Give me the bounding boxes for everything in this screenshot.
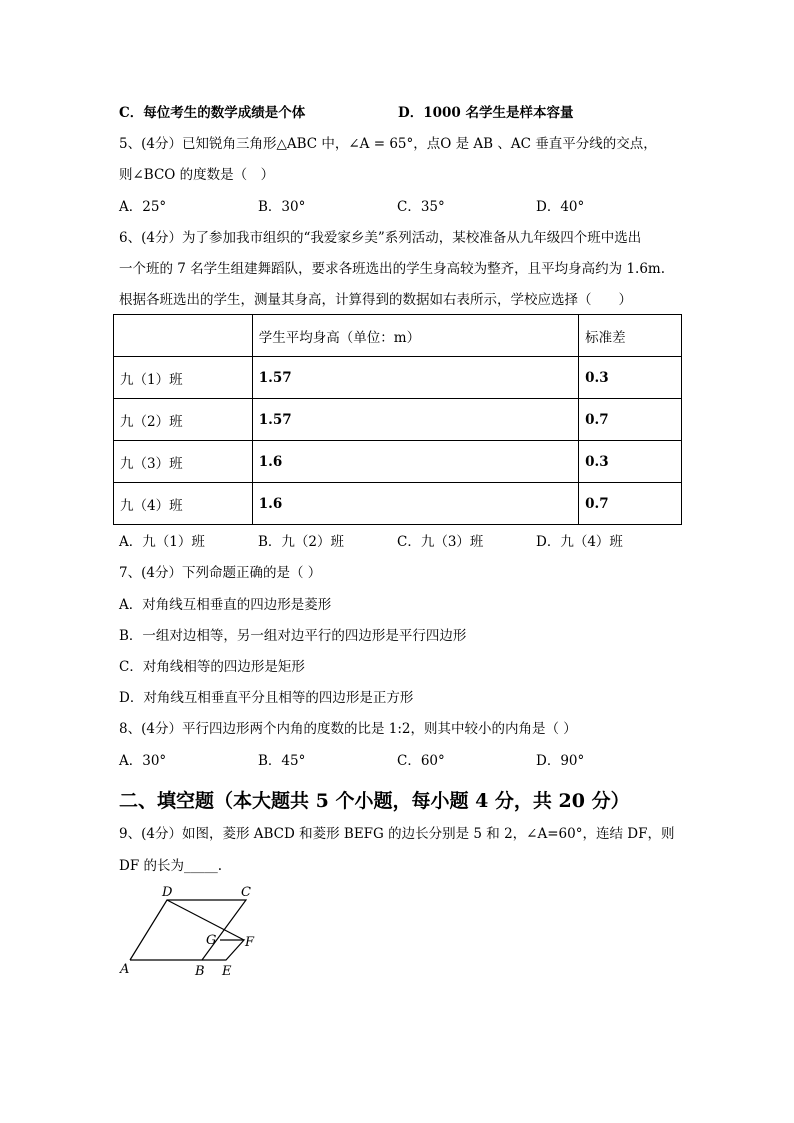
rhombus-figure	[110, 880, 270, 980]
table-header-cell: 学生平均身高（单位：m）	[252, 315, 578, 357]
table-header-row	[114, 315, 682, 357]
q9-stem-line2: DF 的长为_____.	[119, 858, 223, 874]
q8-option-b: B．45°	[258, 753, 306, 769]
height-table	[113, 314, 682, 525]
table-row	[114, 441, 682, 483]
table-header-cell: 标准差	[579, 315, 682, 357]
q5-option-b: B．30°	[258, 199, 306, 215]
q6-stem-line1: 6、(4分）为了参加我市组织的“我爱家乡美”系列活动，某校准备从九年级四个班中选出	[119, 230, 642, 246]
table-row	[114, 483, 682, 525]
rhombus-abcd	[130, 900, 246, 960]
table-cell: 0.7	[579, 483, 682, 525]
table-cell: 1.6	[252, 441, 578, 483]
table-cell: 九（3）班	[114, 441, 253, 483]
label-e: E	[222, 964, 232, 979]
table-cell: 九（4）班	[114, 483, 253, 525]
label-f: F	[245, 935, 255, 950]
q5-option-d: D．40°	[536, 199, 585, 215]
q6-option-a: A．九（1）班	[119, 534, 205, 550]
q4-option-d: D．1000 名学生是样本容量	[398, 105, 574, 121]
section-heading: 二、填空题（本大题共 5 个小题，每小题 4 分，共 20 分）	[119, 790, 630, 812]
table-cell: 0.3	[579, 441, 682, 483]
q9-stem-line1: 9、(4分）如图，菱形 ABCD 和菱形 BEFG 的边长分别是 5 和 2，∠A=60°，连结 DF，则	[119, 826, 675, 842]
label-a: A	[120, 962, 130, 977]
q7-option-a: A．对角线互相垂直的四边形是菱形	[119, 597, 332, 613]
label-b: B	[195, 964, 205, 979]
q7-option-b: B．一组对边相等，另一组对边平行的四边形是平行四边形	[119, 628, 467, 644]
q6-option-d: D．九（4）班	[536, 534, 623, 550]
table-row	[114, 357, 682, 399]
table-cell: 0.7	[579, 399, 682, 441]
q6-stem-line2: 一个班的 7 名学生组建舞蹈队，要求各班选出的学生身高较为整齐，且平均身高约为 1.6m.	[119, 261, 666, 277]
q6-option-c: C．九（3）班	[397, 534, 484, 550]
table-cell: 1.57	[252, 357, 578, 399]
q8-option-a: A．30°	[119, 753, 167, 769]
table-header-cell	[114, 315, 253, 357]
q5-option-a: A．25°	[119, 199, 167, 215]
table-row	[114, 399, 682, 441]
table-cell: 1.57	[252, 399, 578, 441]
label-d: D	[162, 885, 173, 900]
label-g: G	[206, 933, 217, 948]
q5-option-c: C．35°	[397, 199, 445, 215]
label-c: C	[241, 885, 251, 900]
q7-option-d: D．对角线互相垂直平分且相等的四边形是正方形	[119, 690, 414, 706]
q8-stem: 8、(4分）平行四边形两个内角的度数的比是 1:2，则其中较小的内角是（ ）	[119, 721, 577, 737]
table-cell: 九（2）班	[114, 399, 253, 441]
table-cell: 1.6	[252, 483, 578, 525]
q8-option-c: C．60°	[397, 753, 445, 769]
q4-option-c: C．每位考生的数学成绩是个体	[119, 105, 306, 121]
q7-stem: 7、(4分）下列命题正确的是（ ）	[119, 565, 322, 581]
q6-stem-line3: 根据各班选出的学生，测量其身高，计算得到的数据如右表所示，学校应选择（ ）	[119, 292, 632, 308]
q5-stem-line1: 5、(4分）已知锐角三角形△ABC 中，∠A = 65°，点O 是 AB 、AC 垂直平分线的交点，	[119, 136, 657, 152]
table-cell: 九（1）班	[114, 357, 253, 399]
q6-option-b: B．九（2）班	[258, 534, 345, 550]
q7-option-c: C．对角线相等的四边形是矩形	[119, 659, 305, 675]
q5-stem-line2: 则∠BCO 的度数是（ ）	[119, 167, 275, 183]
table-cell: 0.3	[579, 357, 682, 399]
q8-option-d: D．90°	[536, 753, 585, 769]
